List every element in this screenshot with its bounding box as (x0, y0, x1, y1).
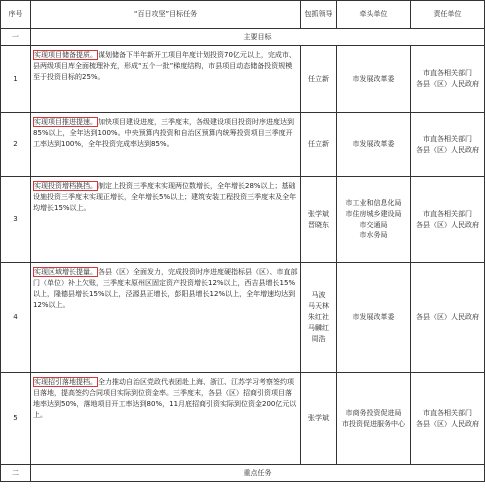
lead-unit: 市发展改革委 (352, 140, 395, 149)
section-title: 重点任务 (31, 465, 485, 482)
table-row (1, 373, 485, 465)
resp-unit: 各县（区）人民政府 (416, 145, 479, 154)
resp-unit: 各县（区）人民政府 (416, 313, 479, 322)
leader-name: 周浩 (311, 334, 326, 343)
leader-cell (301, 263, 337, 373)
table-row (1, 263, 485, 373)
lead-unit-cell (337, 177, 411, 263)
lead-unit-cell (337, 46, 411, 113)
row-number: 4 (1, 263, 31, 373)
section-index: 二 (1, 465, 31, 482)
task-highlight: 实现投资增档换挡。 (34, 182, 97, 190)
section-title: 主要目标 (31, 29, 485, 46)
section-row (1, 29, 485, 46)
table-row (1, 113, 485, 177)
resp-unit: 各县（区）人民政府 (416, 80, 479, 88)
leader-name: 任立新 (308, 74, 329, 83)
lead-unit: 市工业和信息化局 (345, 198, 402, 207)
task-cell (31, 177, 301, 263)
leader-cell (301, 113, 337, 177)
header-resp-unit: 责任单位 (411, 1, 485, 29)
leader-name: 晋晓东 (308, 220, 329, 229)
header-lead-unit: 牵头单位 (337, 1, 411, 29)
task-cell (31, 113, 301, 177)
resp-unit: 市直各相关部门 (423, 408, 472, 417)
lead-unit: 市投资促进服务中心 (342, 419, 405, 428)
lead-unit: 市商务投资促进局 (345, 408, 402, 417)
resp-unit-cell (411, 373, 485, 465)
task-text: 制定上投资三季度末实现两位数增长，全年增长28%以上；基础设施投资三季度末实现正增长，全年增长5%以上；建筑安装工程投资三季度末及全年均增长15%以上。 (33, 182, 297, 212)
resp-unit-cell (411, 113, 485, 177)
task-highlight: 实现区域增长提量。 (34, 268, 97, 276)
task-text: 各县（区）全面发力，完成投资时序进度硬指标县（区）、市直部门（单位）补上欠账，三季度末原州区固定资产投资增长12%以上，西吉县增长15%以上，隆德县增长15%以上，泾源县正增长，彭阳县增长12%以上，全年增速均达到12%以上。 (33, 268, 298, 309)
resp-unit: 各县（区）人民政府 (416, 419, 479, 428)
task-text: 加快项目建设进度，三季度末，各级建设项目投资时序进度达到85%以上，全年达到100%。中央预算内投资和自治区预算内统筹投资项目三季度开工率达到100%，全年投资完成率达到85%。 (33, 118, 294, 148)
leader-cell (301, 177, 337, 263)
header-leader: 包抓领导 (301, 1, 337, 29)
resp-unit-cell (411, 46, 485, 113)
leader-name: 任立新 (308, 140, 329, 149)
section-row (1, 465, 485, 482)
task-highlight: 实现招引落地提档。 (34, 378, 97, 386)
lead-unit-cell (337, 113, 411, 177)
leader-name: 马天林 (308, 302, 329, 311)
lead-unit: 市发展改革委 (352, 74, 395, 83)
row-number: 3 (1, 177, 31, 263)
lead-unit: 市住房城乡建设局 (345, 209, 402, 218)
header-no: 序号 (1, 1, 31, 29)
task-cell (31, 373, 301, 465)
lead-unit-cell (337, 373, 411, 465)
resp-unit-cell (411, 177, 485, 263)
resp-unit-cell (411, 263, 485, 373)
task-highlight: 实现项目推进提速。 (34, 118, 97, 126)
leader-name: 张学斌 (308, 414, 329, 423)
leader-cell (301, 373, 337, 465)
row-number: 1 (1, 46, 31, 113)
leader-name: 张学斌 (308, 209, 329, 218)
leader-name: 马波 (311, 291, 326, 300)
leader-name: 朱红社 (308, 313, 329, 322)
task-cell (31, 46, 301, 113)
task-highlight: 实现项目储备提质。 (34, 51, 97, 59)
header-row (1, 1, 485, 29)
table-row (1, 46, 485, 113)
lead-unit: 市发展改革委 (352, 313, 395, 322)
row-number: 2 (1, 113, 31, 177)
task-text: 谋划储备下半年新开工项目年度计划投资70亿元以上，完成市、县两级项目库全面梳理补充，形成“五个一批”梯度结构，市县项目动态储备投资规模至于投资目标的25%。 (33, 51, 296, 81)
resp-unit: 市直各相关部门 (423, 134, 472, 143)
resp-unit: 各县（区）人民政府 (416, 220, 479, 229)
row-number: 5 (1, 373, 31, 465)
lead-unit-cell (337, 263, 411, 373)
lead-unit: 市交通局 (359, 220, 388, 229)
table-row (1, 177, 485, 263)
leader-name: 马麟红 (308, 323, 329, 332)
leader-cell (301, 46, 337, 113)
header-task: “百日攻坚”目标任务 (31, 1, 301, 29)
resp-unit: 市直各相关部门 (423, 69, 472, 78)
lead-unit: 市水务局 (359, 231, 388, 240)
resp-unit: 市直各相关部门 (423, 209, 472, 218)
task-cell (31, 263, 301, 373)
section-index: 一 (1, 29, 31, 46)
task-text: 全力推动自治区党政代表团赴上海、浙江、江苏学习考察签约项目落地，提高签约合同项目实际到位资金率。三季度末，各县（区）招商引资项目落地率达到50%，落地项目开工率达到80%，11月底招商引资实际到位资金200亿元以上。 (33, 378, 297, 419)
